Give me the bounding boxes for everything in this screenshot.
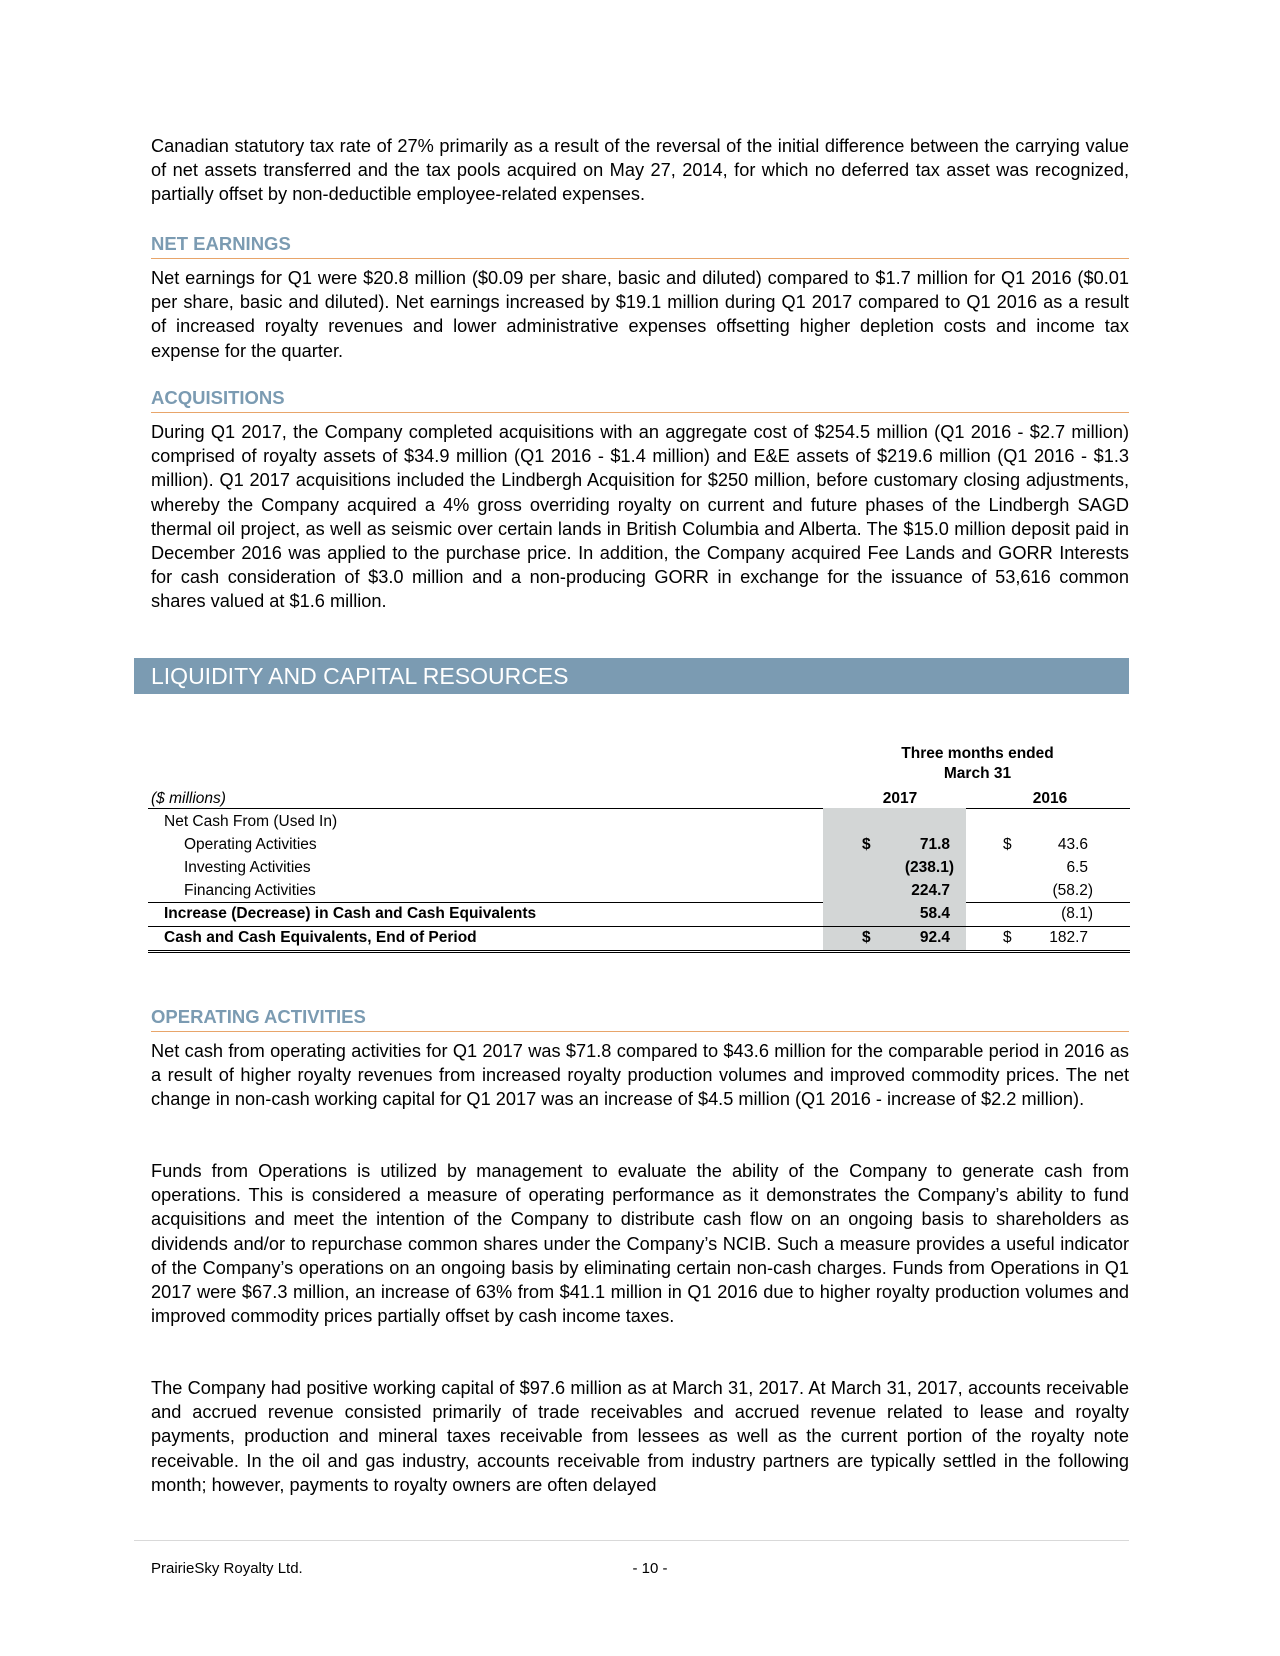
operating-activities-heading: OPERATING ACTIVITIES — [151, 1005, 1129, 1032]
operating-paragraph-1: Net cash from operating activities for Q1 2017 was $71.8 compared to $43.6 million for the comparable period in 2016 as a result of higher royalty revenues from increased royalty production volumes and improved commodity prices. The net change in non-cash working capital for Q1 2017 was an increase of $4.5 million (Q1 2016 - increase of $2.2 million). — [151, 1041, 1129, 1110]
row-label: Cash and Cash Equivalents, End of Period — [164, 929, 477, 946]
intro-paragraph: Canadian statutory tax rate of 27% primarily as a result of the reversal of the initial difference between the carrying value of net assets transferred and the tax pools acquired on May 27, 2014, for which no deferred tax asset was recognized, partially offset by non-deductible employee-related expenses. — [151, 136, 1129, 205]
row-value-2017: 71.8 — [919, 836, 950, 853]
col-header-2017: 2017 — [882, 790, 918, 807]
total-rule-bottom — [148, 950, 1130, 953]
acquisitions-heading: ACQUISITIONS — [151, 386, 1129, 413]
net-earnings-paragraph: Net earnings for Q1 were $20.8 million ($0.09 per share, basic and diluted) compared to $1.7 million for Q1 2016 ($0.01 per share, basic and diluted). Net earnings increased by $19.1 million during Q1 2017 compared to Q1 2016 as a result of increased royalty revenues and lower administrative expenses offsetting higher depletion costs and income tax expense for the quarter. — [151, 268, 1129, 361]
row-value-2016: 6.5 — [1066, 859, 1088, 876]
col-header-2016: 2016 — [1032, 790, 1068, 807]
row-label: Investing Activities — [184, 859, 311, 876]
subtotal-rule-left — [148, 902, 823, 903]
operating-paragraph-2: Funds from Operations is utilized by management to evaluate the ability of the Company to generate cash from operations. This is considered a measure of operating performance as it demonstrates the Company’s ability to fund acquisitions and meet the intention of the Company to distribute cash flow on an ongoing basis to shareholders as dividends and/or to repurchase common shares under the Company’s NCIB. Such a measure provides a useful indicator of the Company’s operations on an ongoing basis by eliminating certain non-cash charges. Funds from Operations in Q1 2017 were $67.3 million, an increase of 63% from $41.1 million in Q1 2016 due to higher royalty production volumes and improved commodity prices partially offset by cash income taxes. — [151, 1161, 1129, 1327]
units-label: ($ millions) — [151, 790, 226, 807]
row-label: Increase (Decrease) in Cash and Cash Equivalents — [164, 905, 537, 922]
period-header-line2: March 31 — [943, 765, 1012, 782]
subtotal-rule-right — [966, 902, 1130, 903]
row-value-2016: (8.1) — [1061, 905, 1093, 922]
liquidity-banner: LIQUIDITY AND CAPITAL RESOURCES — [134, 658, 1129, 694]
footer-page-number: - 10 - — [632, 1560, 668, 1577]
row-label: Financing Activities — [184, 882, 316, 899]
total-rule-top — [148, 926, 1130, 927]
row-value-2017: 58.4 — [919, 905, 950, 922]
row-value-2017: 224.7 — [911, 882, 950, 899]
row-value-2016: 182.7 — [1049, 929, 1088, 946]
net-earnings-heading: NET EARNINGS — [151, 232, 1129, 259]
row-currency-2016: $ — [1003, 836, 1012, 853]
header-rule-left — [148, 808, 823, 809]
footer-company: PrairieSky Royalty Ltd. — [151, 1560, 303, 1577]
row-currency-2017: $ — [862, 836, 871, 853]
operating-paragraph-3: The Company had positive working capital of $97.6 million as at March 31, 2017. At March 31, 2017, accounts receivable and accrued revenue consisted primarily of trade receivables and accrued revenue related to lease and royalty payments, production and mineral taxes receivable from lessees as well as the current portion of the royalty note receivable. In the oil and gas industry, accounts receivable from industry partners are typically settled in the following month; however, payments to royalty owners are often delayed — [151, 1378, 1129, 1495]
acquisitions-paragraph: During Q1 2017, the Company completed acquisitions with an aggregate cost of $254.5 million (Q1 2016 - $2.7 million) comprised of royalty assets of $34.9 million (Q1 2016 - $1.4 million) and E&E assets of $219.6 million (Q1 2016 - $1.3 million). Q1 2017 acquisitions included the Lindbergh Acquisition for $250 million, before customary closing adjustments, whereby the Company acquired a 4% gross overriding royalty on current and future phases of the Lindbergh SAGD thermal oil project, as well as seismic over certain lands in British Columbia and Alberta. The $15.0 million deposit paid in December 2016 was applied to the purchase price. In addition, the Company acquired Fee Lands and GORR Interests for cash consideration of $3.0 million and a non-producing GORR in exchange for the issuance of 53,616 common shares valued at $1.6 million. — [151, 422, 1129, 612]
footer-rule — [134, 1540, 1129, 1541]
row-value-2016: 43.6 — [1057, 836, 1088, 853]
row-value-2017: (238.1) — [904, 859, 954, 876]
row-value-2016: (58.2) — [1052, 882, 1093, 899]
section-label: Net Cash From (Used In) — [164, 813, 338, 830]
row-currency-2016: $ — [1003, 929, 1012, 946]
header-rule-right — [966, 808, 1130, 809]
period-header-line1: Three months ended — [901, 745, 1054, 762]
row-value-2017: 92.4 — [919, 929, 950, 946]
row-currency-2017: $ — [862, 929, 871, 946]
row-label: Operating Activities — [184, 836, 317, 853]
